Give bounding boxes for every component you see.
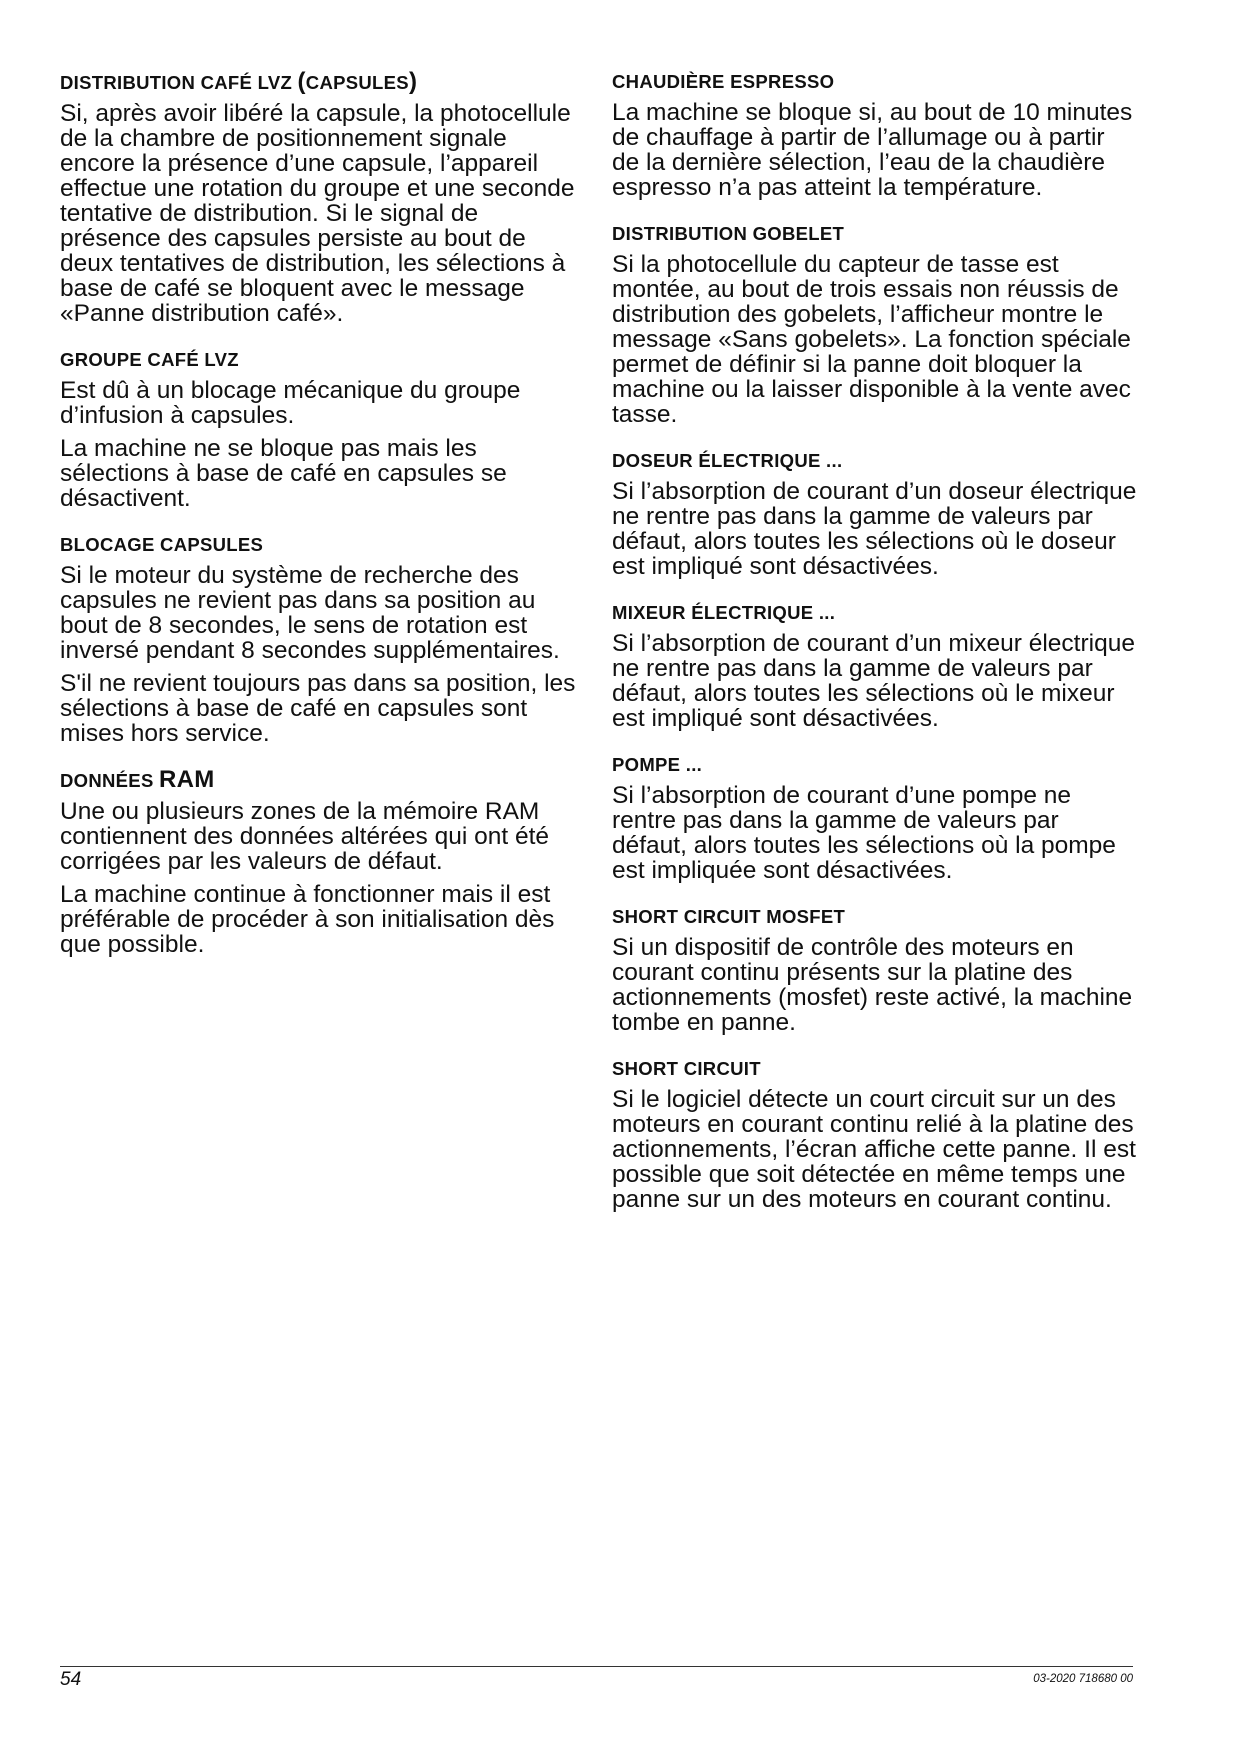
section-heading: BLOCAGE CAPSULES <box>60 534 264 555</box>
section-blocage-capsules <box>60 533 585 746</box>
section-distribution-cafe-lvz <box>60 70 585 326</box>
section-paragraph: Si l’absorption de courant d’un mixeur électrique ne rentre pas dans la gamme de valeurs par défaut, alors toutes les sélections où le mixeur est impliqué sont désactivées. <box>612 630 1135 732</box>
page-number: 54 <box>60 1669 82 1690</box>
section-paragraph: La machine se bloque si, au bout de 10 minutes de chauffage à partir de l’allumage ou à partir de la dernière sélection, l’eau de la chaudière espresso n’a pas atteint la température. <box>612 99 1133 201</box>
section-paragraph: Est dû à un blocage mécanique du groupe d’infusion à capsules. <box>60 377 521 429</box>
section-chaudiere-espresso <box>612 70 1137 200</box>
section-heading: DISTRIBUTION CAFÉ LVZ (CAPSULES) <box>60 68 418 95</box>
section-heading: GROUPE CAFÉ LVZ <box>60 349 239 370</box>
section-short-circuit-mosfet <box>612 905 1137 1035</box>
section-mixeur-electrique <box>612 601 1137 731</box>
section-paragraph: Si le logiciel détecte un court circuit sur un des moteurs en courant continu relié à la platine des actionnements, l’écran affiche cette panne. Il est possible que soit détectée en même temps une panne sur un des moteurs en courant continu. <box>612 1086 1136 1213</box>
section-distribution-gobelet <box>612 222 1137 427</box>
section-paragraph: La machine continue à fonctionner mais il est préférable de procéder à son initialisation dès que possible. <box>60 881 555 958</box>
section-heading: CHAUDIÈRE ESPRESSO <box>612 71 835 92</box>
section-paragraph: Si l’absorption de courant d’un doseur électrique ne rentre pas dans la gamme de valeurs par défaut, alors toutes les sélections où le doseur est impliqué sont désactivées. <box>612 478 1137 580</box>
document-code: 03-2020 718680 00 <box>1033 1673 1133 1685</box>
section-heading: SHORT CIRCUIT <box>612 1058 761 1079</box>
section-paragraph: Si le moteur du système de recherche des capsules ne revient pas dans sa position au bout de 8 secondes, le sens de rotation est inversé pendant 8 secondes supplémentaires. <box>60 562 560 664</box>
section-heading: DONNÉES RAM <box>60 766 215 793</box>
section-heading: DISTRIBUTION GOBELET <box>612 223 845 244</box>
section-short-circuit <box>612 1057 1137 1212</box>
left-column <box>60 70 585 979</box>
section-heading: POMPE ... <box>612 754 703 775</box>
section-doseur-electrique <box>612 449 1137 579</box>
section-paragraph: Si, après avoir libéré la capsule, la photocellule de la chambre de positionnement signale encore la présence d’une capsule, l’appareil effectue une rotation du groupe et une seconde tentative de distribution. Si le signal de présence des capsules persiste au bout de deux tentatives de distribution, les sélections à base de café se bloquent avec le message «Panne distribution café». <box>60 100 575 327</box>
section-pompe <box>612 753 1137 883</box>
section-groupe-cafe-lvz <box>60 348 585 511</box>
section-paragraph: La machine ne se bloque pas mais les sélections à base de café en capsules se désactivent. <box>60 435 507 512</box>
section-paragraph: S'il ne revient toujours pas dans sa position, les sélections à base de café en capsules sont mises hors service. <box>60 670 576 747</box>
section-paragraph: Une ou plusieurs zones de la mémoire RAM contiennent des données altérées qui ont été corrigées par les valeurs de défaut. <box>60 798 550 875</box>
section-paragraph: Si un dispositif de contrôle des moteurs en courant continu présents sur la platine des actionnements (mosfet) reste activé, la machine tombe en panne. <box>612 934 1133 1036</box>
section-heading: SHORT CIRCUIT MOSFET <box>612 906 846 927</box>
section-heading: MIXEUR ÉLECTRIQUE ... <box>612 602 836 623</box>
right-column <box>612 70 1137 1234</box>
section-paragraph: Si l’absorption de courant d’une pompe ne rentre pas dans la gamme de valeurs par défaut, alors toutes les sélections où la pompe est impliquée sont désactivées. <box>612 782 1116 884</box>
section-donnees-ram <box>60 768 585 957</box>
footer-divider <box>60 1666 1133 1667</box>
section-heading: DOSEUR ÉLECTRIQUE ... <box>612 450 843 471</box>
section-paragraph: Si la photocellule du capteur de tasse est montée, au bout de trois essais non réussis de distribution des gobelets, l’afficheur montre le message «Sans gobelets». La fonction spéciale permet de définir si la panne doit bloquer la machine ou la laisser disponible à la vente avec tasse. <box>612 251 1131 428</box>
